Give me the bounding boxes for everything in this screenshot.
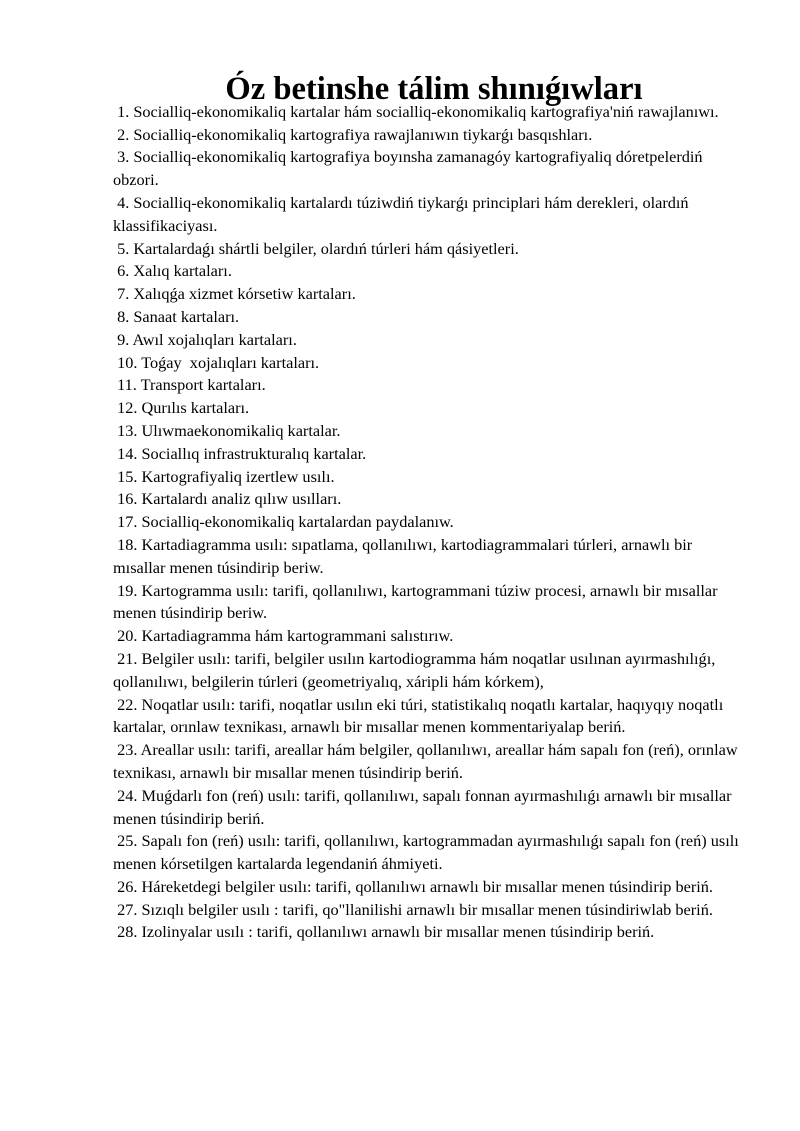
list-item: 22. Noqatlar usılı: tarifi, noqatlar usılın eki túri, statistikalıq noqatlı kartalar, haqıyqıy noqatlı kartalar, orınlaw texnikası, arnawlı bir mısallar menen kommentariyalap beriń.	[113, 694, 728, 737]
list-item: 3. Socialliq-ekonomikaliq kartografiya boyınsha zamanagóy kartografiyaliq dóretpelerdiń obzori.	[113, 147, 707, 190]
list-item: 8. Sanaat kartaları.	[113, 306, 240, 326]
list-item: 16. Kartalardı analiz qılıw usılları.	[113, 489, 342, 509]
list-item: 1. Socialliq-ekonomikaliq kartalar hám socialliq-ekonomikaliq kartografiya'niń rawajlanıwı.	[113, 101, 719, 121]
list-item: 5. Kartalardaǵı shártli belgiler, olardıń túrleri hám qásiyetleri.	[113, 238, 519, 258]
list-item: 6. Xalıq kartaları.	[113, 261, 232, 281]
list-item: 14. Sociallıq infrastrukturalıq kartalar.	[113, 443, 367, 463]
list-item: 21. Belgiler usılı: tarifi, belgiler usılın kartodiogramma hám noqatlar usılınan ayırmashılıǵı, qollanılıwı, belgilerin túrleri (geometriyalıq, xáripli hám kórkem),	[113, 648, 720, 691]
list-item: 24. Muǵdarlı fon (reń) usılı: tarifi, qollanılıwı, sapalı fonnan ayırmashılıǵı arnawlı bir mısallar menen túsindirip beriń.	[113, 785, 736, 828]
document-title: Óz betinshe tálim shınıǵıwları	[225, 71, 643, 107]
list-item: 10. Toǵay xojalıqları kartaları.	[113, 352, 320, 372]
list-item: 26. Háreketdegi belgiler usılı: tarifi, qollanılıwı arnawlı bir mısallar menen túsindirip beriń.	[113, 876, 713, 896]
list-item: 15. Kartografiyaliq izertlew usılı.	[113, 466, 335, 486]
list-item: 19. Kartogramma usılı: tarifi, qollanılıwı, kartogrammani túziw procesi, arnawlı bir mısallar menen túsindirip beriw.	[113, 580, 722, 623]
list-item: 12. Qurılıs kartaları.	[113, 398, 250, 418]
list-item: 2. Socialliq-ekonomikaliq kartografiya rawajlanıwın tiykarǵı basqıshları.	[113, 124, 593, 144]
list-item: 20. Kartadiagramma hám kartogrammani salıstırıw.	[113, 626, 454, 646]
list-item: 28. Izolinyalar usılı : tarifi, qollanılıwı arnawlı bir mısallar menen túsindirip beriń.	[113, 922, 655, 942]
list-item: 27. Sızıqlı belgiler usılı : tarifi, qo"llanilishi arnawlı bir mısallar menen túsindiriwlab beriń.	[113, 899, 713, 919]
list-item: 17. Socialliq-ekonomikaliq kartalardan paydalanıw.	[113, 512, 454, 532]
list-item: 18. Kartadiagramma usılı: sıpatlama, qollanılıwı, kartodiagrammalari túrleri, arnawlı bir mısallar menen túsindirip beriw.	[113, 534, 697, 577]
list-item: 9. Awıl xojalıqları kartaları.	[113, 329, 297, 349]
list-item: 25. Sapalı fon (reń) usılı: tarifi, qollanılıwı, kartogrammadan ayırmashılıǵı sapalı fon (reń) usılı menen kórsetilgen kartalarda legendaniń áhmiyeti.	[113, 831, 743, 874]
list-item: 13. Ulıwmaekonomikaliq kartalar.	[113, 420, 341, 440]
list-item: 4. Socialliq-ekonomikaliq kartalardı túziwdiń tiykarǵı principlari hám derekleri, olardıń klassifikaciyası.	[113, 192, 693, 235]
list-item: 7. Xalıqǵa xizmet kórsetiw kartaları.	[113, 284, 356, 304]
list-item: 11. Transport kartaları.	[113, 375, 266, 395]
list-item: 23. Areallar usılı: tarifi, areallar hám belgiler, qollanılıwı, areallar hám sapalı fon (reń), orınlaw texnikası, arnawlı bir mısallar menen túsindirip beriń.	[113, 740, 742, 782]
document-page	[113, 71, 743, 944]
topic-list	[113, 101, 743, 944]
